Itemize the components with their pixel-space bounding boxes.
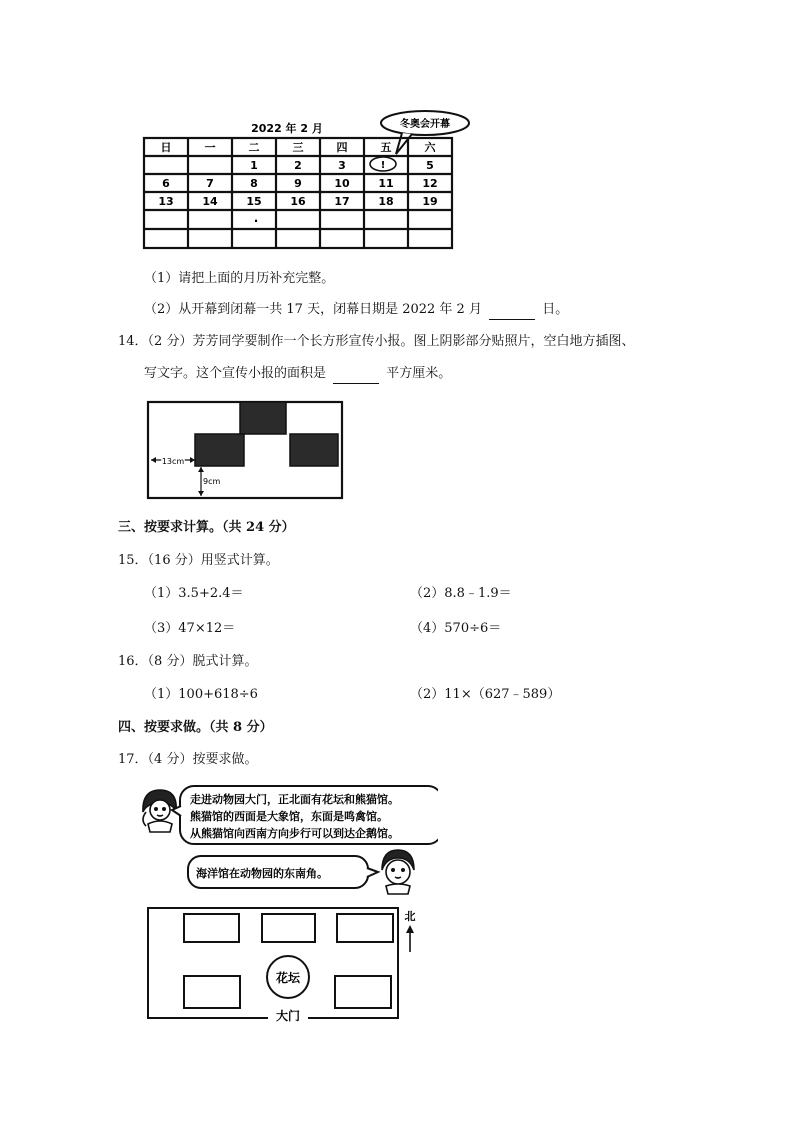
speech2-text: 海洋馆在动物园的东南角。 — [196, 867, 328, 880]
answer-blank[interactable] — [489, 301, 535, 320]
weekday-mon: 一 — [204, 141, 216, 154]
q15-title: 15．（16 分）用竖式计算。 — [118, 553, 279, 568]
calendar-day: 9 — [294, 177, 302, 190]
weekday-fri: 五 — [380, 141, 392, 154]
q15-item-3: （3）47×12＝ — [144, 621, 236, 636]
calendar-day: 3 — [338, 159, 346, 172]
calendar-day: 15 — [246, 195, 262, 208]
enclosure-ne — [337, 914, 393, 942]
q15-item-2: （2）8.8﹣1.9＝ — [410, 586, 512, 601]
weekday-sat: 六 — [424, 141, 436, 154]
gate-label: 大门 — [275, 1009, 301, 1022]
q15-item-1: （1）3.5+2.4＝ — [144, 586, 244, 601]
enclosure-n — [262, 914, 315, 942]
circled-mark: ! — [380, 160, 386, 171]
q16-item-1: （1）100+618÷6 — [144, 687, 258, 702]
q13-part2 — [144, 301, 568, 320]
calendar-day: 1 — [250, 159, 258, 172]
poster-svg — [143, 398, 347, 502]
zoo-figure — [138, 780, 438, 1022]
north-label: 北 — [404, 910, 416, 923]
weekday-tue: 二 — [248, 141, 260, 154]
calendar-day: 6 — [162, 177, 170, 190]
calendar-day: 5 — [426, 159, 434, 172]
calendar-weekdays — [161, 140, 437, 154]
q14-line2-after: 平方厘米。 — [386, 366, 452, 381]
calendar-day: 13 — [158, 195, 174, 208]
north-arrow-icon — [406, 925, 414, 933]
speech1-line1: 走进动物园大门，正北面有花坛和熊猫馆。 — [190, 793, 399, 806]
q13-part2-after: 日。 — [542, 302, 569, 317]
weekday-sun: 日 — [160, 141, 172, 154]
section3-title: 三、按要求计算。（共 24 分） — [118, 520, 295, 535]
calendar-day: 12 — [422, 177, 438, 190]
q13-part1: （1）请把上面的月历补充完整。 — [144, 271, 335, 286]
bubble-text: 冬奥会开幕 — [400, 119, 450, 130]
photo-shaded — [195, 434, 244, 466]
q15-item-4: （4）570÷6＝ — [410, 621, 502, 636]
enclosure-se — [335, 976, 391, 1008]
calendar-day: 11 — [378, 177, 394, 190]
q17-title: 17．（4 分）按要求做。 — [118, 752, 258, 767]
weekday-thu: 四 — [336, 141, 348, 154]
calendar-day: 14 — [202, 195, 218, 208]
label-height: 9cm — [203, 477, 221, 486]
speech-pointer-2 — [367, 868, 378, 877]
calendar-day: 18 — [378, 195, 394, 208]
q14-line2 — [144, 365, 451, 384]
calendar-svg — [140, 108, 470, 256]
calendar-day: 2 — [294, 159, 302, 172]
calendar-day: 10 — [334, 177, 350, 190]
zoo-svg — [138, 780, 438, 1022]
center-label: 花坛 — [275, 971, 301, 985]
dot-mark: · — [253, 214, 259, 228]
q16-item-2: （2）11×（627﹣589） — [410, 687, 561, 702]
girl-avatar-icon — [143, 790, 176, 832]
weekday-wed: 三 — [292, 141, 304, 154]
calendar-day: 7 — [206, 177, 214, 190]
zoo-map — [148, 908, 398, 1018]
q16-title: 16．（8 分）脱式计算。 — [118, 654, 258, 669]
answer-blank[interactable] — [333, 365, 379, 384]
calendar-day: 17 — [334, 195, 350, 208]
boy-avatar-icon — [382, 850, 414, 894]
photo-shaded — [290, 434, 338, 466]
calendar-grid — [144, 138, 452, 248]
calendar-day: 16 — [290, 195, 306, 208]
q14-line2-before: 写文字。这个宣传小报的面积是 — [144, 366, 327, 381]
enclosure-nw — [184, 914, 239, 942]
calendar-day: 19 — [422, 195, 438, 208]
label-width: 13cm — [161, 457, 185, 466]
calendar-day: 8 — [250, 177, 258, 190]
section4-title: 四、按要求做。（共 8 分） — [118, 720, 273, 735]
photo-shaded — [240, 402, 286, 434]
speech1-line3: 从熊猫馆向西南方向步行可以到达企鹅馆。 — [190, 827, 399, 840]
bubble-pointer — [396, 133, 412, 154]
calendar-figure — [140, 108, 470, 256]
q14-line1: 14．（2 分）芳芳同学要制作一个长方形宣传小报。图上阴影部分贴照片，空白地方插图、 — [118, 334, 635, 349]
poster-figure — [143, 398, 347, 502]
speech1-line2: 熊猫馆的西面是大象馆，东面是鸣禽馆。 — [190, 810, 388, 823]
calendar-title: 2022 年 2 月 — [251, 122, 323, 135]
q13-part2-before: （2）从开幕到闭幕一共 17 天，闭幕日期是 2022 年 2 月 — [144, 302, 482, 317]
enclosure-sw — [184, 976, 240, 1008]
